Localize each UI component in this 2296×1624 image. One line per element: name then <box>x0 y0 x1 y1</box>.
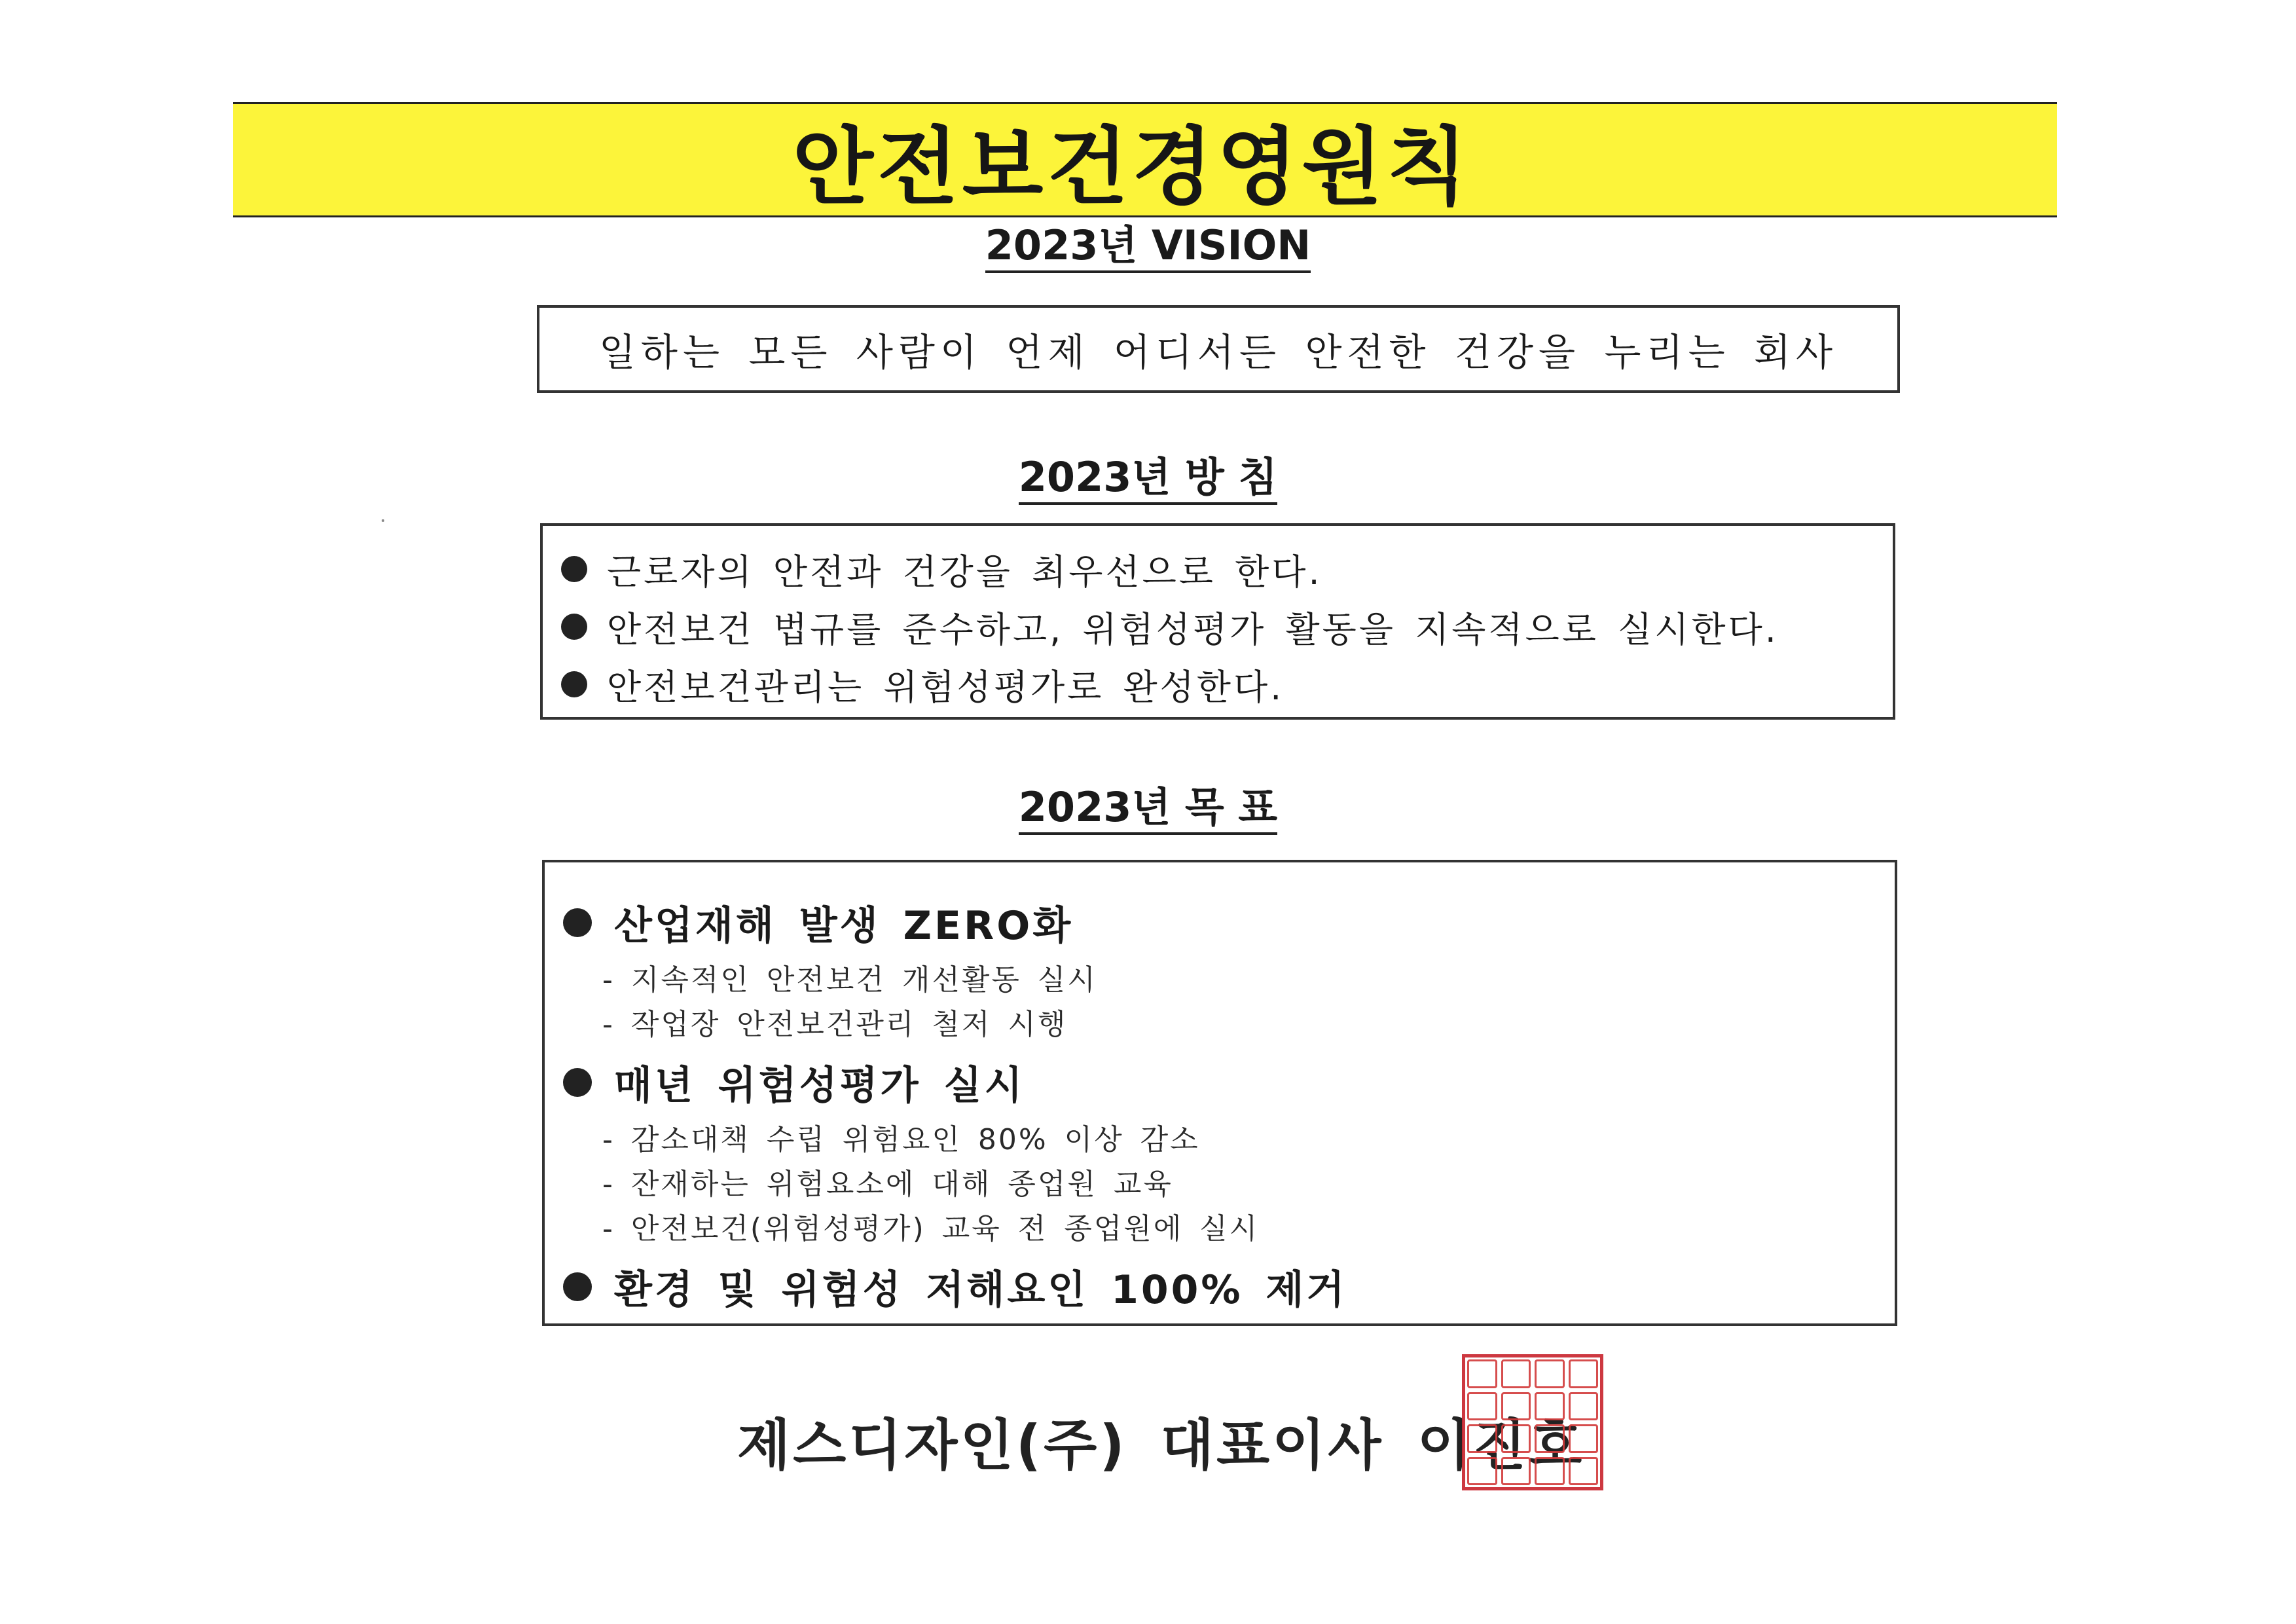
goal-sub-item: - 잔재하는 위험요소에 대해 종업원 교육 <box>602 1168 1173 1201</box>
vision-box <box>537 305 1900 393</box>
goals-heading: 2023년 목 표 <box>1019 785 1277 835</box>
vision-heading-wrap <box>0 221 2296 273</box>
policy-item <box>561 598 1893 655</box>
policy-heading: 2023년 방 침 <box>1019 455 1277 505</box>
goal-title-text: 산업재해 발생 ZERO화 <box>614 903 1074 949</box>
goals-heading-wrap <box>0 783 2296 835</box>
policy-item-text: 근로자의 안전과 건강을 최우선으로 한다. <box>607 551 1322 593</box>
vision-statement: 일하는 모든 사람이 언제 어디서든 안전한 건강을 누리는 회사 <box>598 330 1838 375</box>
policy-item <box>561 540 1893 598</box>
goal-sub-item: - 감소대책 수립 위험요인 80% 이상 감소 <box>602 1123 1200 1156</box>
goal-title <box>563 887 1895 958</box>
bullet-dot-icon <box>561 614 587 640</box>
goal-sub-item: - 작업장 안전보건관리 철저 시행 <box>602 1008 1068 1041</box>
policy-box <box>540 523 1895 720</box>
title-band <box>233 102 2057 217</box>
policy-item-text: 안전보건 법규를 준수하고, 위험성평가 활동을 지속적으로 실시한다. <box>607 608 1779 650</box>
bullet-dot-icon <box>563 1068 592 1097</box>
goal-sub-item: - 안전보건(위험성평가) 교육 전 종업원에 실시 <box>602 1212 1260 1246</box>
page-title: 안전보건경영원칙 <box>792 119 1472 216</box>
policy-heading-wrap <box>0 453 2296 505</box>
company-signature: 제스디자인(주) 대표이사 이진호 <box>737 1413 1585 1477</box>
policy-item <box>561 655 1893 713</box>
vision-heading: 2023년 VISION <box>985 223 1311 273</box>
goal-title <box>563 1251 1895 1322</box>
bullet-dot-icon <box>561 671 587 697</box>
bullet-dot-icon <box>561 556 587 582</box>
goal-sub-item: - 지속적인 안전보건 개선활동 실시 <box>602 963 1097 997</box>
scan-speck <box>382 519 384 522</box>
goal-title-text: 매년 위험성평가 실시 <box>614 1063 1025 1109</box>
bullet-dot-icon <box>563 908 592 937</box>
goal-title-text: 환경 및 위험성 저해요인 100% 제거 <box>614 1267 1347 1313</box>
goals-box <box>542 860 1897 1326</box>
bullet-dot-icon <box>563 1272 592 1301</box>
policy-item-text: 안전보건관리는 위험성평가로 완성한다. <box>607 666 1285 708</box>
goal-title <box>563 1047 1895 1118</box>
company-seal-icon <box>1462 1354 1603 1490</box>
